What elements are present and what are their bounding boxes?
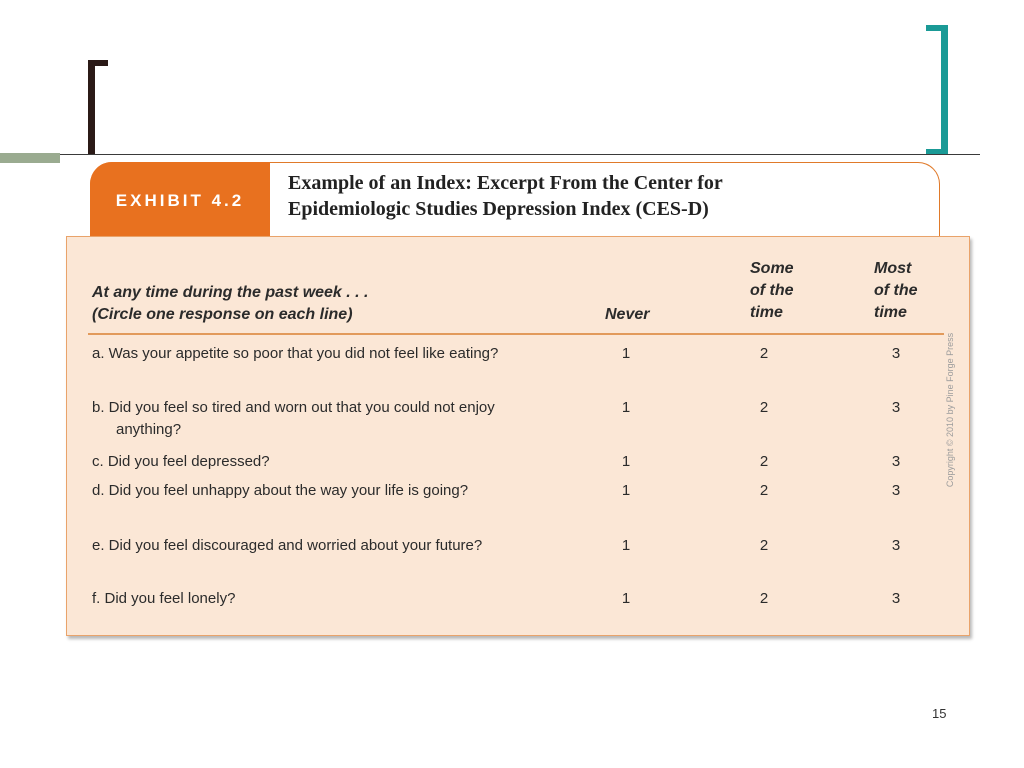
exhibit-title-line-1: Example of an Index: Excerpt From the Center for <box>288 172 723 194</box>
row-value-never: 1 <box>621 399 631 416</box>
table-prompt <box>92 282 369 326</box>
row-value-most: 3 <box>891 537 901 554</box>
row-value-never: 1 <box>621 537 631 554</box>
table-prompt-line-1: At any time during the past week . . . <box>92 284 369 301</box>
exhibit-tab-label: EXHIBIT 4.2 <box>115 191 245 210</box>
row-value-most: 3 <box>891 345 901 362</box>
row-question: c. Did you feel depressed? <box>92 453 270 470</box>
exhibit-title <box>288 170 908 222</box>
row-question: a. Was your appetite so poor that you did not feel like eating? <box>92 345 499 362</box>
row-value-most: 3 <box>891 453 901 470</box>
rule-accent-bar <box>0 153 60 163</box>
row-value-most: 3 <box>891 482 901 499</box>
column-header-never: Never <box>605 306 650 323</box>
row-value-never: 1 <box>621 590 631 607</box>
right-bracket-decoration <box>922 25 948 155</box>
column-header-most-line-2: of the <box>874 282 918 299</box>
row-question: f. Did you feel lonely? <box>92 590 236 607</box>
left-bracket-decoration <box>88 60 100 155</box>
column-header-some-line-2: of the <box>750 282 794 299</box>
table-prompt-line-2: (Circle one response on each line) <box>92 306 353 323</box>
column-header-most <box>874 258 918 324</box>
exhibit-title-line-2: Epidemiologic Studies Depression Index (CES-D) <box>288 198 709 220</box>
row-value-some: 2 <box>759 590 769 607</box>
column-header-most-line-3: time <box>874 304 907 321</box>
column-header-most-line-1: Most <box>874 260 912 277</box>
column-header-some <box>750 258 794 324</box>
row-value-never: 1 <box>621 482 631 499</box>
page-number: 15 <box>932 706 947 721</box>
row-value-some: 2 <box>759 399 769 416</box>
row-value-never: 1 <box>621 453 631 470</box>
row-value-some: 2 <box>759 453 769 470</box>
row-value-most: 3 <box>891 590 901 607</box>
column-header-some-line-3: time <box>750 304 783 321</box>
column-header-some-line-1: Some <box>750 260 794 277</box>
exhibit-tab <box>90 162 270 240</box>
title-rule <box>60 154 980 155</box>
header-divider <box>88 333 944 335</box>
row-question: e. Did you feel discouraged and worried about your future? <box>92 537 483 554</box>
row-question: d. Did you feel unhappy about the way your life is going? <box>92 482 469 499</box>
copyright-text: Copyright © 2010 by Pine Forge Press <box>945 332 955 488</box>
row-value-most: 3 <box>891 399 901 416</box>
row-question: b. Did you feel so tired and worn out that you could not enjoy anything? <box>92 399 495 438</box>
row-value-some: 2 <box>759 482 769 499</box>
row-value-some: 2 <box>759 537 769 554</box>
row-value-some: 2 <box>759 345 769 362</box>
row-value-never: 1 <box>621 345 631 362</box>
